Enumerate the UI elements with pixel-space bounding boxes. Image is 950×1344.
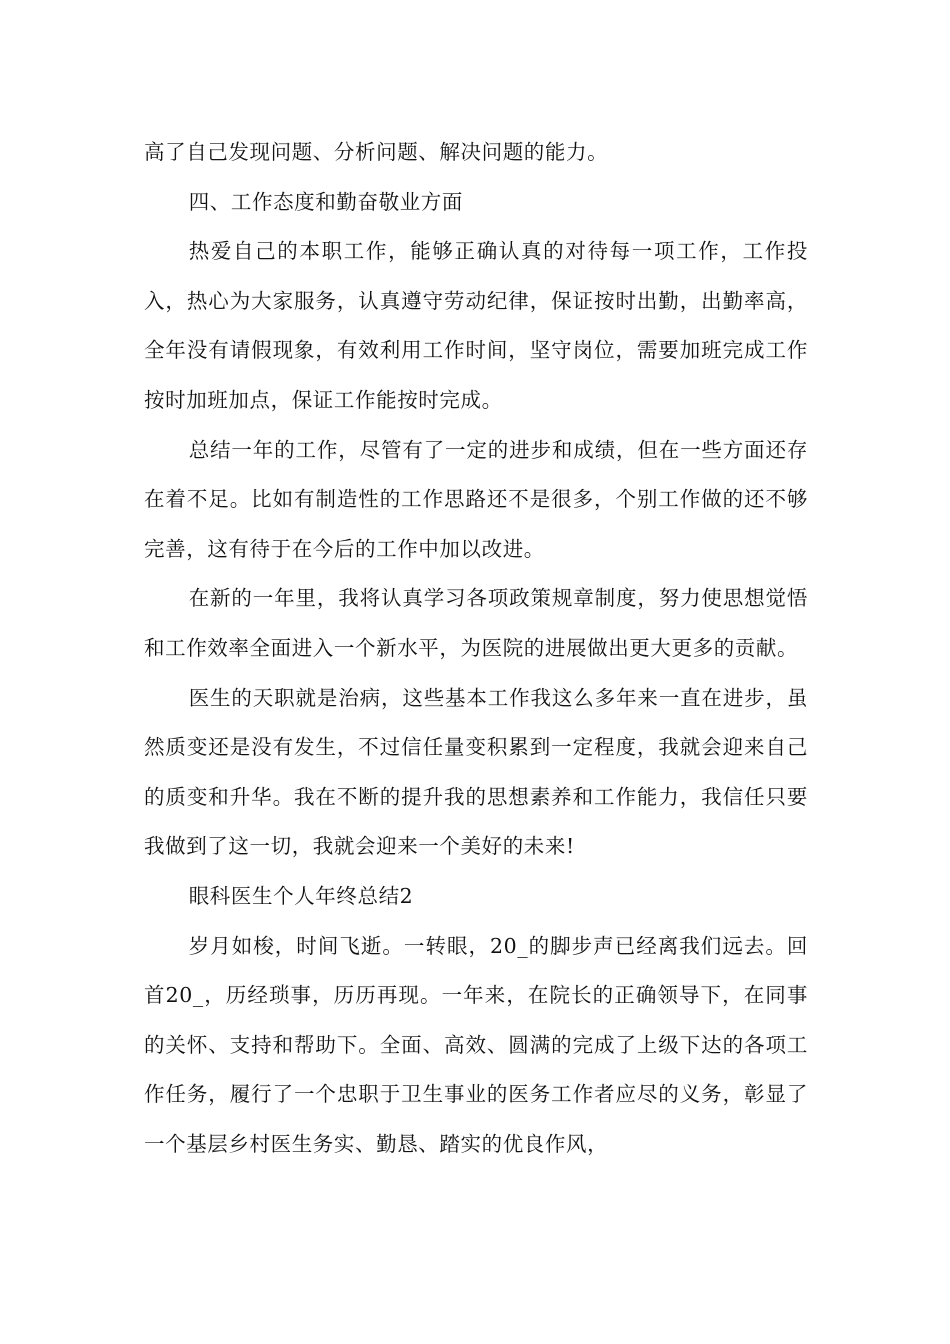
section-heading-work-attitude: 四、工作态度和勤奋敬业方面 [188, 189, 463, 214]
paragraph-time-flies: 岁月如梭，时间飞逝。一转眼，20_的脚步声已经离我们远去。回首20_，历经琐事，历历再现。一年来，在院长的正确领导下，在同事的关怀、支持和帮助下。全面、高效、圆满的完成了上级下达的各项工作任务，履行了一个忠职于卫生事业的医务工作者应尽的义务，彰显了一个基层乡村医生务实、勤恳、踏实的优良作风， [144, 933, 808, 1156]
document-body [144, 128, 808, 1169]
paragraph-continuation: 高了自己发现问题、分析问题、解决问题的能力。 [144, 140, 609, 164]
paragraph-year-summary: 总结一年的工作，尽管有了一定的进步和成绩，但在一些方面还存在着不足。比如有制造性的工作思路还不是很多，个别工作做的还不够完善，这有待于在今后的工作中加以改进。 [144, 437, 808, 561]
paragraph-work-attitude: 热爱自己的本职工作，能够正确认真的对待每一项工作，工作投入，热心为大家服务，认真遵守劳动纪律，保证按时出勤，出勤率高，全年没有请假现象，有效利用工作时间，坚守岗位，需要加班完成工作按时加班加点，保证工作能按时完成。 [144, 239, 808, 412]
paragraph-new-year-plan: 在新的一年里，我将认真学习各项政策规章制度，努力使思想觉悟和工作效率全面进入一个新水平，为医院的进展做出更大更多的贡献。 [144, 586, 808, 660]
section-heading-summary-2: 眼科医生个人年终总结2 [188, 883, 414, 908]
paragraph-doctor-duty: 医生的天职就是治病，这些基本工作我这么多年来一直在进步，虽然质变还是没有发生，不过信任量变积累到一定程度，我就会迎来自己的质变和升华。我在不断的提升我的思想素养和工作能力，我信任只要我做到了这一切，我就会迎来一个美好的未来! [144, 685, 808, 859]
